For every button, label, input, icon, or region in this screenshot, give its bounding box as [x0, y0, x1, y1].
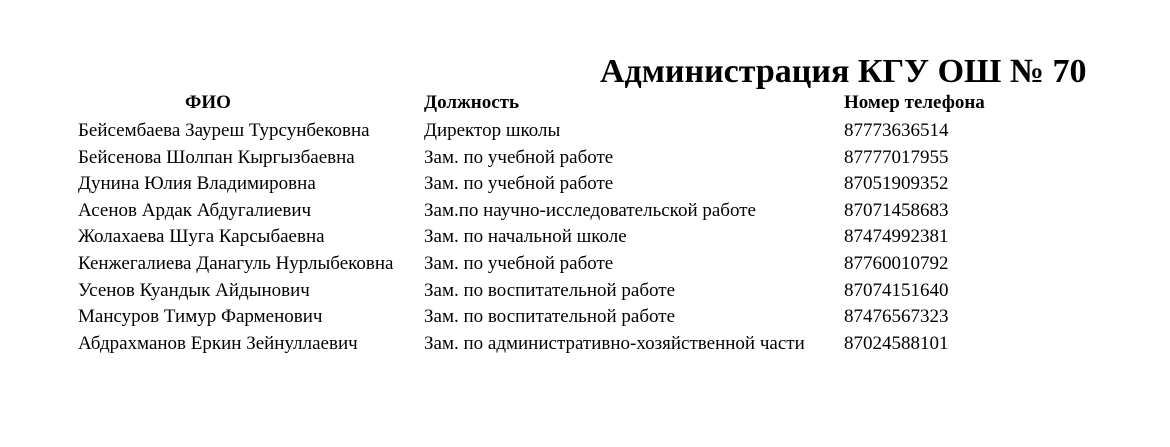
staff-name: Абдрахманов Еркин Зейнуллаевич — [78, 332, 358, 354]
column-header-name: ФИО — [185, 92, 231, 113]
staff-position: Зам. по административно-хозяйственной части — [424, 332, 805, 354]
staff-name: Кенжегалиева Данагуль Нурлыбековна — [78, 252, 394, 274]
staff-phone: 87074151640 — [844, 279, 949, 301]
staff-phone: 87474992381 — [844, 226, 949, 248]
table-row — [0, 304, 1170, 331]
column-header-phone: Номер телефона — [844, 92, 985, 113]
staff-name: Асенов Ардак Абдугалиевич — [78, 199, 312, 221]
staff-phone: 87024588101 — [844, 332, 949, 354]
staff-position: Зам. по учебной работе — [424, 173, 614, 195]
staff-phone: 87051909352 — [844, 173, 949, 195]
page-title: Администрация КГУ ОШ № 70 — [600, 53, 1087, 90]
staff-position: Зам. по учебной работе — [424, 252, 614, 274]
staff-table — [0, 118, 1170, 357]
table-row — [0, 278, 1170, 305]
staff-position: Зам.по научно-исследовательской работе — [424, 199, 756, 221]
staff-name: Усенов Куандык Айдынович — [78, 279, 310, 301]
table-row — [0, 118, 1170, 145]
staff-position: Директор школы — [424, 120, 561, 141]
staff-name: Мансуров Тимур Фарменович — [78, 306, 323, 328]
table-row — [0, 331, 1170, 358]
staff-name: Жолахаева Шуга Карсыбаевна — [78, 226, 325, 248]
table-row — [0, 171, 1170, 198]
staff-phone: 87777017955 — [844, 146, 949, 168]
column-header-position: Должность — [424, 92, 520, 113]
table-row — [0, 224, 1170, 251]
staff-phone: 87760010792 — [844, 252, 949, 274]
staff-name: Бейсембаева Зауреш Турсунбековна — [78, 120, 370, 141]
staff-name: Дунина Юлия Владимировна — [78, 173, 316, 195]
staff-phone: 87773636514 — [844, 120, 949, 141]
staff-position: Зам. по учебной работе — [424, 146, 614, 168]
staff-name: Бейсенова Шолпан Кыргызбаевна — [78, 146, 355, 168]
table-row — [0, 198, 1170, 225]
staff-phone: 87071458683 — [844, 199, 949, 221]
table-row — [0, 251, 1170, 278]
staff-position: Зам. по начальной школе — [424, 226, 627, 248]
staff-position: Зам. по воспитательной работе — [424, 306, 676, 328]
table-row — [0, 145, 1170, 172]
staff-position: Зам. по воспитательной работе — [424, 279, 676, 301]
staff-phone: 87476567323 — [844, 306, 949, 328]
